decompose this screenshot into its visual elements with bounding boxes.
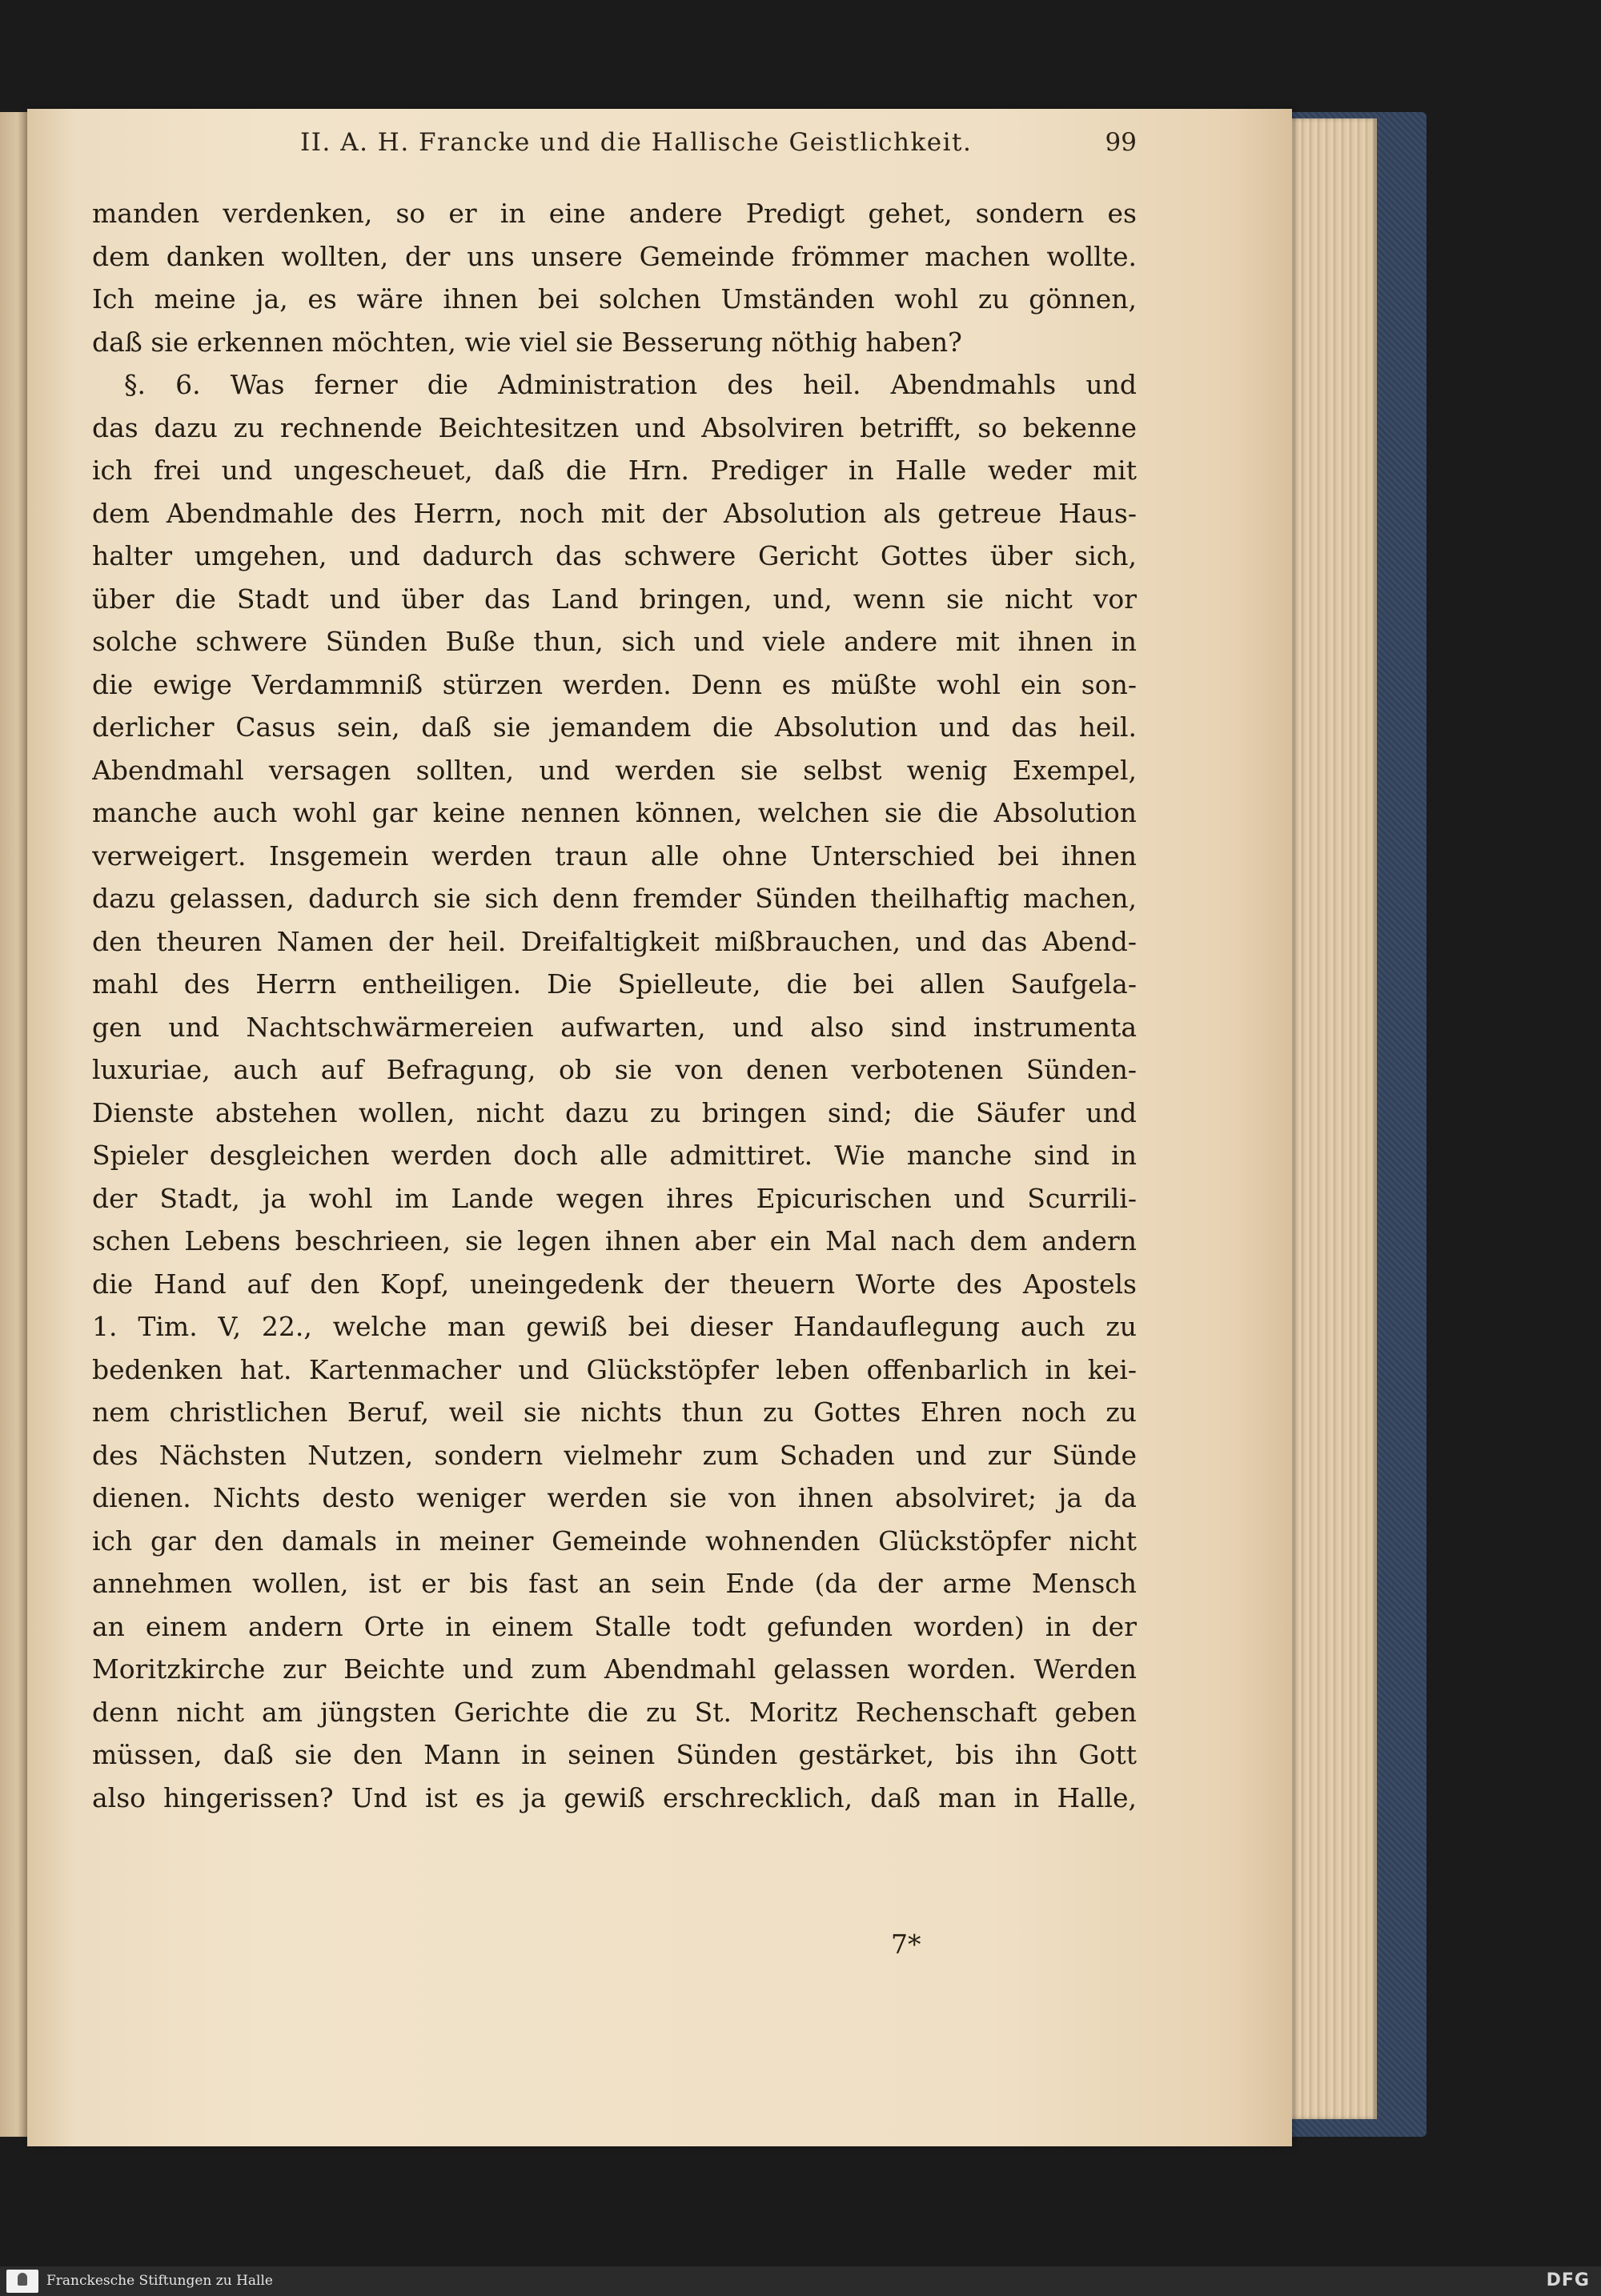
text-line: das dazu zu rechnende Beichtesitzen und Absolviren betrifft, so bekenne (92, 411, 1137, 443)
text-line: derlicher Casus sein, daß sie jemandem die Absolution und das heil. (92, 711, 1137, 743)
text-line: manden verdenken, so er in eine andere Predigt gehet, sondern es (92, 198, 1137, 229)
text-line: dienen. Nichts desto weniger werden sie von ihnen absolviret; ja da (92, 1482, 1137, 1513)
text-line: mahl des Herrn entheiligen. Die Spielleute, die bei allen Saufgela- (92, 968, 1137, 1000)
text-line: daß sie erkennen möchten, wie viel sie Besserung nöthig haben? (92, 326, 962, 358)
text-line: luxuriae, auch auf Befragung, ob sie von denen verbotenen Sünden- (92, 1054, 1137, 1085)
facing-page-edge (0, 112, 29, 2137)
text-line: denn nicht am jüngsten Gerichte die zu St. Moritz Rechenschaft geben (92, 1696, 1137, 1728)
text-line: nem christlichen Beruf, weil sie nichts thun zu Gottes Ehren noch zu (92, 1396, 1137, 1428)
text-line: manche auch wohl gar keine nennen können, welchen sie die Absolution (92, 797, 1137, 828)
header-title: II. A. H. Francke und die Hallische Geistlichkeit. (300, 128, 973, 157)
text-line: die ewige Verdammniß stürzen werden. Denn es müßte wohl ein son- (92, 668, 1137, 700)
footer-institution[interactable]: Franckesche Stiftungen zu Halle (46, 2273, 273, 2289)
text-line: Ich meine ja, es wäre ihnen bei solchen Umständen wohl zu gönnen, (92, 283, 1137, 315)
running-header (92, 128, 1137, 176)
text-line: bedenken hat. Kartenmacher und Glückstöpfer leben offenbarlich in kei- (92, 1353, 1137, 1385)
text-line: schen Lebens beschrieen, sie legen ihnen aber ein Mal nach dem andern (92, 1225, 1137, 1256)
institution-logo-icon (6, 2270, 38, 2293)
text-line: §. 6. Was ferner die Administration des heil. Abendmahls und (124, 369, 1137, 400)
text-line: ich frei und ungescheuet, daß die Hrn. Prediger in Halle weder mit (92, 455, 1137, 486)
text-line: 1. Tim. V, 22., welche man gewiß bei dieser Handauflegung auch zu (92, 1311, 1137, 1342)
text-line: der Stadt, ja wohl im Lande wegen ihres Epicurischen und Scurrili- (92, 1182, 1137, 1214)
text-line: gen und Nachtschwärmereien aufwarten, und also sind instrumenta (92, 1011, 1137, 1043)
text-line: halter umgehen, und dadurch das schwere Gericht Gottes über sich, (92, 540, 1137, 571)
text-line: dazu gelassen, dadurch sie sich denn fremder Sünden theilhaftig machen, (92, 883, 1137, 914)
text-line: dem danken wollten, der uns unsere Gemeinde frömmer machen wollte. (92, 240, 1137, 272)
text-line: also hingerissen? Und ist es ja gewiß erschrecklich, daß man in Halle, (92, 1781, 1137, 1813)
text-line: Spieler desgleichen werden doch alle admittiret. Wie manche sind in (92, 1140, 1137, 1171)
text-line: müssen, daß sie den Mann in seinen Sünden gestärket, bis ihn Gott (92, 1739, 1137, 1770)
text-line: annehmen wollen, ist er bis fast an sein Ende (da der arme Mensch (92, 1568, 1137, 1599)
text-line: über die Stadt und über das Land bringen, und, wenn sie nicht vor (92, 583, 1137, 615)
text-line: Moritzkirche zur Beichte und zum Abendmahl gelassen worden. Werden (92, 1653, 1137, 1685)
text-line: Abendmahl versagen sollten, und werden sie selbst wenig Exempel, (92, 754, 1137, 786)
text-line: an einem andern Orte in einem Stalle todt gefunden worden) in der (92, 1610, 1137, 1642)
text-line: die Hand auf den Kopf, uneingedenk der theuern Worte des Apostels (92, 1268, 1137, 1300)
signature-mark: 7* (891, 1929, 921, 1960)
text-line: ich gar den damals in meiner Gemeinde wohnenden Glückstöpfer nicht (92, 1525, 1137, 1557)
text-line: verweigert. Insgemein werden traun alle ohne Unterschied bei ihnen (92, 839, 1137, 872)
page-body-text (92, 192, 1137, 1819)
viewer-footer (0, 2266, 1601, 2296)
page-number: 99 (1105, 128, 1137, 157)
text-line: Dienste abstehen wollen, nicht dazu zu bringen sind; die Säufer und (92, 1096, 1137, 1128)
text-line: solche schwere Sünden Buße thun, sich und viele andere mit ihnen in (92, 626, 1137, 657)
text-line: den theuren Namen der heil. Dreifaltigkeit mißbrauchen, und das Abend- (92, 925, 1137, 957)
dfg-logo[interactable]: DFG (1546, 2270, 1590, 2290)
text-line: des Nächsten Nutzen, sondern vielmehr zum Schaden und zur Sünde (92, 1439, 1137, 1471)
text-line: dem Abendmahle des Herrn, noch mit der Absolution als getreue Haus- (92, 497, 1137, 529)
